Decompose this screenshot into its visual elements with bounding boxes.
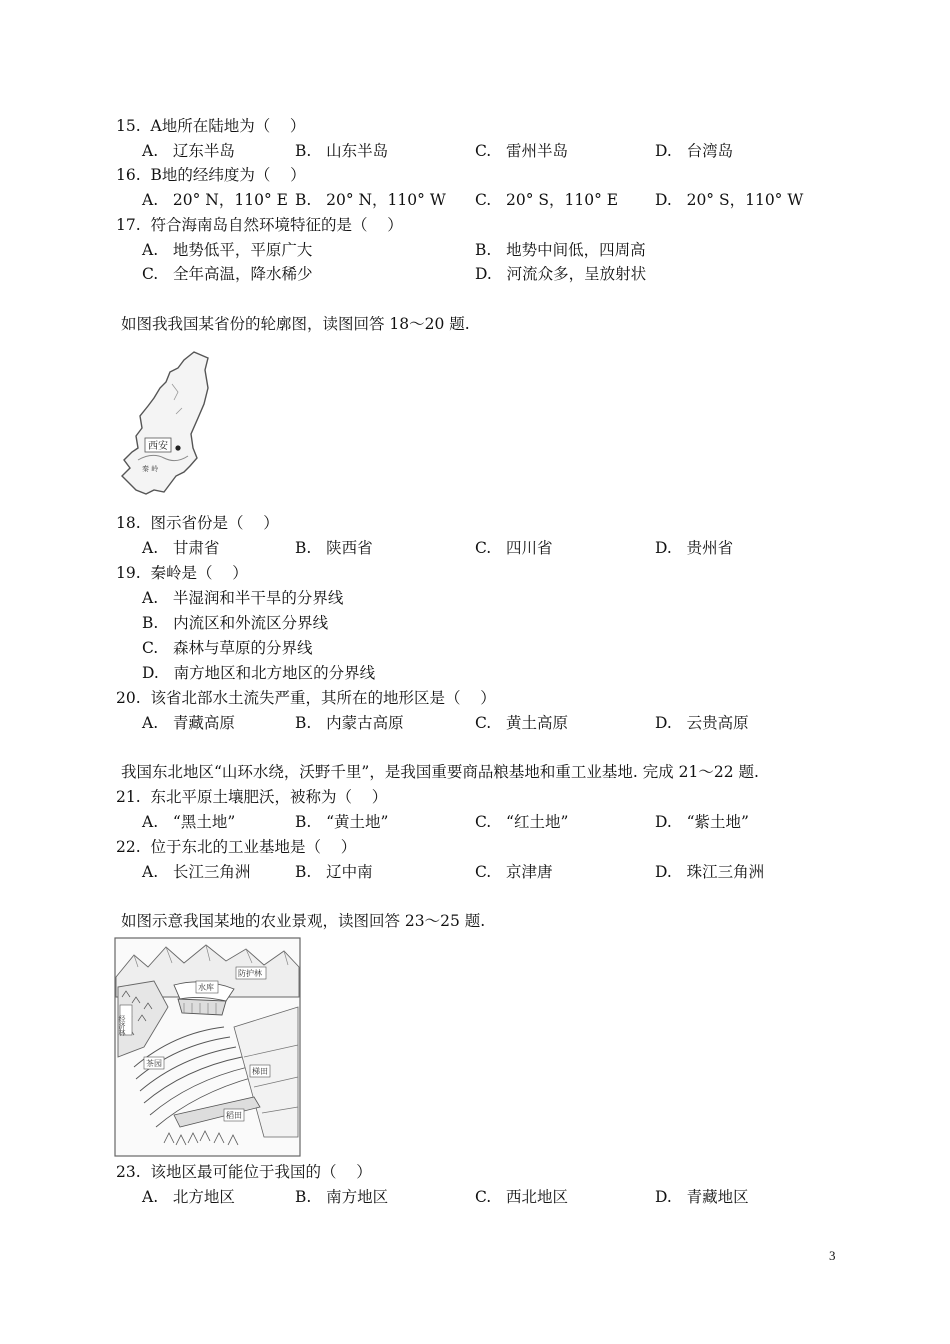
q18-option-b: B. 陕西省 [295,539,373,557]
q21-option-a: A. “黑土地” [142,813,236,831]
question-23-stem: 23. 该地区最可能位于我国的（ ） [116,1163,372,1181]
q21-option-b: B. “黄土地” [295,813,389,831]
q23-option-a: A. 北方地区 [142,1188,235,1206]
q21-option-d: D. “紫土地” [655,813,749,831]
q17-option-b: B. 地势中间低，四周高 [475,241,646,259]
map-label-qinling: 秦 岭 [142,465,159,473]
q15-option-b: B. 山东半岛 [295,142,389,160]
page-number: 3 [829,1248,836,1263]
q20-option-b: B. 内蒙古高原 [295,714,404,732]
label-reservoir: 水库 [198,983,214,992]
question-15-stem: 15. A地所在陆地为（ ） [116,117,306,135]
question-21-stem: 21. 东北平原土壤肥沃，被称为（ ） [116,788,388,806]
question-19-stem: 19. 秦岭是（ ） [116,564,248,582]
q17-option-a: A. 地势低平，平原广大 [142,241,313,259]
label-paddy-field: 稻田 [226,1111,242,1120]
q21-option-c: C. “红土地” [475,813,569,831]
q23-option-d: D. 青藏地区 [655,1188,749,1206]
q22-option-b: B. 辽中南 [295,863,373,881]
label-shelterbelt: 防护林 [238,969,262,978]
q15-option-d: D. 台湾岛 [655,142,734,160]
q16-option-a: A. 20° N，110° E [142,191,288,209]
q18-option-a: A. 甘肃省 [142,539,220,557]
label-tea-garden: 茶园 [146,1059,162,1068]
q19-option-b: B. 内流区和外流区分界线 [142,614,329,632]
q16-option-d: D. 20° S，110° W [655,191,804,209]
q18-option-c: C. 四川省 [475,539,553,557]
q15-option-c: C. 雷州半岛 [475,142,569,160]
intro-18-20: 如图我我国某省份的轮廓图，读图回答 18～20 题. [121,315,470,333]
q20-option-c: C. 黄土高原 [475,714,569,732]
agricultural-landscape-figure [114,937,301,1157]
q20-option-a: A. 青藏高原 [142,714,235,732]
province-outline-map [112,348,212,498]
q18-option-d: D. 贵州省 [655,539,734,557]
q15-option-a: A. 辽东半岛 [142,142,235,160]
map-label-xian: 西安 [148,441,168,452]
q22-option-a: A. 长江三角洲 [142,863,251,881]
question-17-stem: 17. 符合海南岛自然环境特征的是（ ） [116,216,403,234]
question-16-stem: 16. B地的经纬度为（ ） [116,166,306,184]
question-22-stem: 22. 位于东北的工业基地是（ ） [116,838,357,856]
q23-option-b: B. 南方地区 [295,1188,389,1206]
label-economic-forest: 经济林 [118,1015,126,1036]
q17-option-d: D. 河流众多，呈放射状 [475,265,647,283]
q23-option-c: C. 西北地区 [475,1188,569,1206]
q17-option-c: C. 全年高温，降水稀少 [142,265,313,283]
q19-option-a: A. 半湿润和半干旱的分界线 [142,589,344,607]
q16-option-c: C. 20° S，110° E [475,191,619,209]
intro-23-25: 如图示意我国某地的农业景观，读图回答 23～25 题. [121,912,486,930]
question-18-stem: 18. 图示省份是（ ） [116,514,279,532]
q20-option-d: D. 云贵高原 [655,714,749,732]
label-terrace: 梯田 [252,1067,268,1076]
q19-option-d: D. 南方地区和北方地区的分界线 [142,664,376,682]
question-20-stem: 20. 该省北部水土流失严重，其所在的地形区是（ ） [116,689,496,707]
q19-option-c: C. 森林与草原的分界线 [142,639,313,657]
q22-option-d: D. 珠江三角洲 [655,863,765,881]
q22-option-c: C. 京津唐 [475,863,553,881]
intro-21-22: 我国东北地区“山环水绕，沃野千里”，是我国重要商品粮基地和重工业基地. 完成 21～22 题. [121,763,759,781]
q16-option-b: B. 20° N，110° W [295,191,446,209]
